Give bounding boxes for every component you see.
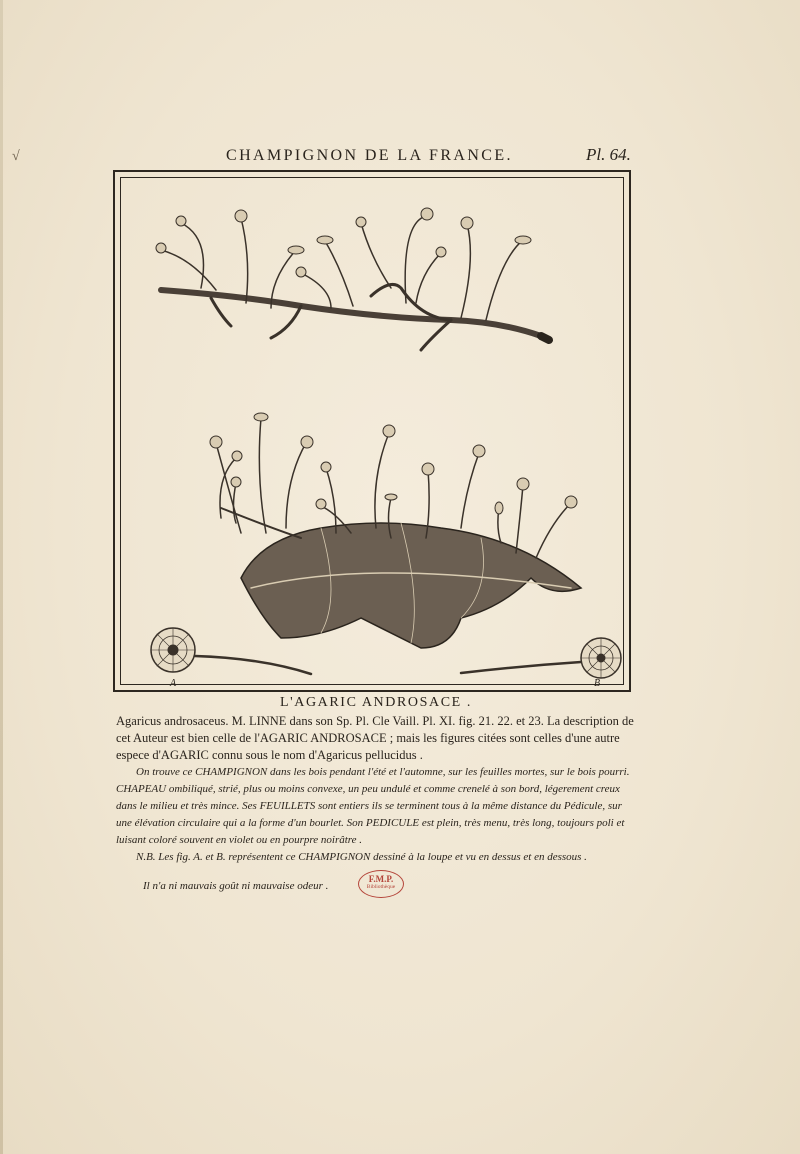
- page-title: CHAMPIGNON DE LA FRANCE.: [226, 147, 513, 164]
- plate-caption: L'AGARIC ANDROSACE .: [279, 695, 473, 710]
- page-header: [0, 145, 800, 169]
- stamp-initials: F.M.P.: [368, 874, 394, 884]
- description-block: [116, 694, 636, 866]
- plate-number: Pl. 64.: [586, 145, 631, 164]
- page-edge: [0, 0, 3, 1154]
- figure-label-b: B: [594, 678, 601, 689]
- plate-frame: [113, 170, 631, 692]
- description-paragraph: On trouve ce CHAMPIGNON dans les bois pendant l'été et l'automne, sur les feuilles mortes, sur le bois pourri. CHAPEAU ombiliqué, strié, plus ou moins convexe, un peu undulé et comme crenelé à son bord, légerement creux dans le milieu et très mince. Ses FEUILLETS sont entiers ils se terminent tous à la même distance du Pédicule, sur une élévation circulaire qui a la forme d'un bourlet. Son PEDICULE est plein, très menu, très long, toujours poli et luisant coloré souvent en violet ou en pourpre noirâtre .: [116, 766, 630, 846]
- mushroom-illustration: [121, 178, 625, 686]
- figure-b-cap: [581, 638, 621, 678]
- margin-mark: √: [12, 149, 20, 164]
- plate-inner-border: [120, 177, 624, 689]
- twig: [161, 290, 541, 336]
- figure-label-a: A: [170, 678, 177, 689]
- library-stamp: [358, 870, 404, 898]
- figure-a-cap: [151, 628, 195, 672]
- leaf: [241, 523, 581, 648]
- stamp-label: Bibliothèque: [366, 884, 396, 890]
- synonymy-paragraph: Agaricus androsaceus. M. LINNE dans son Sp. Pl. Cle Vaill. Pl. XI. fig. 21. 22. et 23. La description de cet Auteur est bien celle de l'AGARIC ANDROSACE ; mais les figures citées sont celles d'une autre espece d'AGARIC connu sous le nom d'Agaricus pellucidus .: [116, 714, 634, 762]
- taste-smell-note: Il n'a ni mauvais goût ni mauvaise odeur .: [143, 880, 329, 892]
- note-paragraph: N.B. Les fig. A. et B. représentent ce CHAMPIGNON dessiné à la loupe et vu en dessus et en dessous .: [136, 851, 587, 863]
